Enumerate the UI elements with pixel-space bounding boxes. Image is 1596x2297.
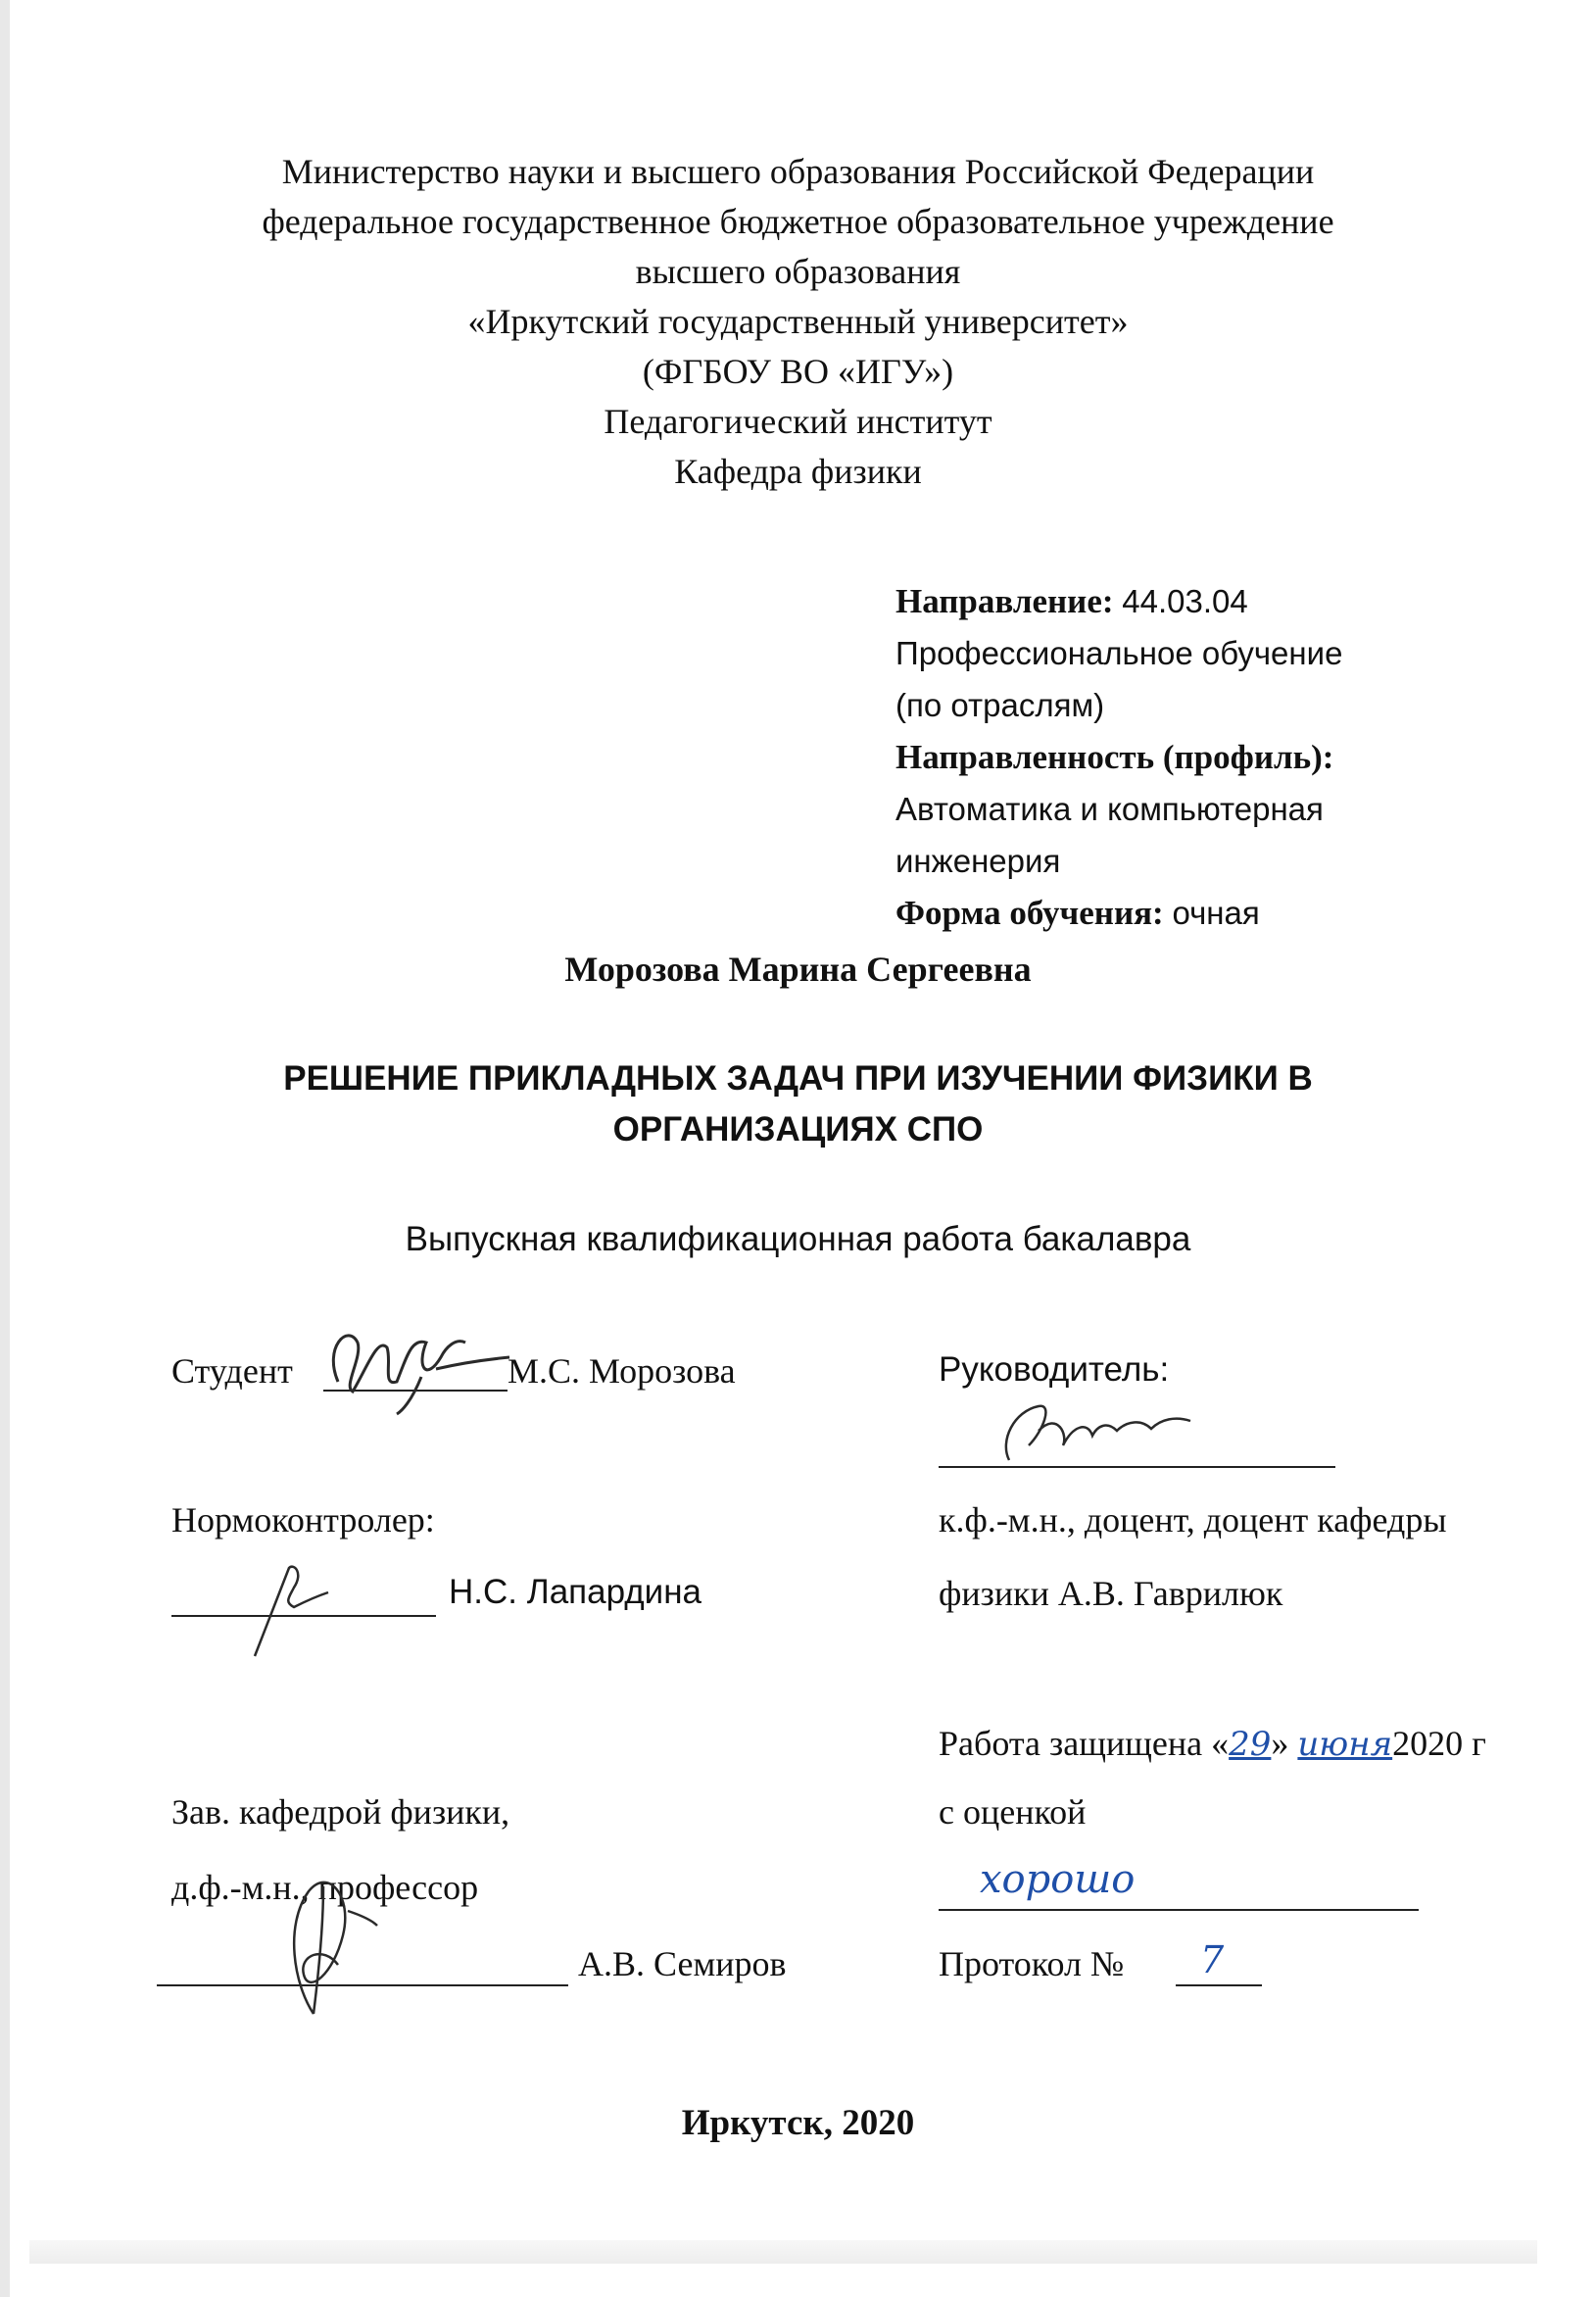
profile-label: Направленность (профиль): bbox=[895, 738, 1334, 776]
student-signature bbox=[318, 1308, 514, 1416]
education-level: высшего образования bbox=[635, 252, 961, 291]
student-name: М.С. Морозова bbox=[508, 1351, 736, 1391]
defended-month: июня bbox=[1297, 1725, 1393, 1764]
grade-line bbox=[939, 1909, 1419, 1911]
normcontroller-label: Нормоконтролер: bbox=[171, 1500, 435, 1539]
department-name: Кафедра физики bbox=[674, 452, 922, 491]
head-label: Зав. кафедрой физики, bbox=[171, 1792, 510, 1832]
profile-name-line2: инженерия bbox=[895, 843, 1061, 879]
university-abbr: (ФГБОУ ВО «ИГУ») bbox=[642, 352, 954, 391]
direction-name-line2: (по отраслям) bbox=[895, 687, 1105, 723]
direction-code: 44.03.04 bbox=[1122, 583, 1248, 619]
direction-name-line1: Профессиональное обучение bbox=[895, 635, 1343, 671]
header-block bbox=[0, 147, 1596, 497]
normcontroller-signature bbox=[235, 1553, 343, 1661]
supervisor-signature bbox=[970, 1392, 1205, 1470]
form-label: Форма обучения: bbox=[895, 894, 1164, 932]
direction-label: Направление: bbox=[895, 582, 1114, 620]
direction-block bbox=[895, 575, 1444, 939]
protocol-label: Протокол № bbox=[939, 1944, 1125, 1983]
scan-shadow bbox=[29, 2240, 1537, 2264]
normcontroller-name: Н.С. Лапардина bbox=[449, 1573, 702, 1611]
defended-day: 29 bbox=[1229, 1725, 1272, 1764]
defended-prefix: Работа защищена « bbox=[939, 1724, 1230, 1763]
thesis-title bbox=[118, 1053, 1478, 1155]
supervisor-label: Руководитель: bbox=[939, 1350, 1170, 1389]
institute-name: Педагогический институт bbox=[604, 402, 992, 441]
direction-row bbox=[895, 575, 1444, 627]
defense-date-line bbox=[939, 1723, 1486, 1764]
head-title: д.ф.-м.н., профессор bbox=[171, 1868, 479, 1907]
form-value: очная bbox=[1172, 895, 1260, 931]
grade-label: с оценкой bbox=[939, 1792, 1087, 1832]
protocol-line bbox=[1176, 1984, 1262, 1986]
head-signature bbox=[265, 1867, 382, 2024]
defended-mid: » bbox=[1271, 1724, 1289, 1763]
supervisor-title: к.ф.-м.н., доцент, доцент кафедры bbox=[939, 1500, 1447, 1539]
form-row bbox=[895, 887, 1444, 939]
profile-name-line1: Автоматика и компьютерная bbox=[895, 791, 1324, 827]
student-label: Студент bbox=[171, 1351, 293, 1391]
work-type: Выпускная квалификационная работа бакалавра bbox=[405, 1220, 1191, 1258]
head-name: А.В. Семиров bbox=[578, 1944, 787, 1983]
defended-year: 2020 г bbox=[1392, 1724, 1486, 1763]
university-name: «Иркутский государственный университет» bbox=[467, 302, 1129, 341]
institution-type: федеральное государственное бюджетное образовательное учреждение bbox=[262, 202, 1334, 241]
thesis-title-line2: ОРГАНИЗАЦИЯХ СПО bbox=[612, 1110, 984, 1148]
grade-value: хорошо bbox=[980, 1857, 1136, 1902]
thesis-title-line1: РЕШЕНИЕ ПРИКЛАДНЫХ ЗАДАЧ ПРИ ИЗУЧЕНИИ ФИЗИКИ В bbox=[283, 1059, 1313, 1098]
protocol-number: 7 bbox=[1200, 1938, 1225, 1981]
author-name: Морозова Марина Сергеевна bbox=[564, 950, 1032, 989]
supervisor-name: физики А.В. Гаврилюк bbox=[939, 1574, 1283, 1613]
city-year: Иркутск, 2020 bbox=[681, 2103, 915, 2143]
ministry-name: Министерство науки и высшего образования Российской Федерации bbox=[281, 152, 1315, 191]
